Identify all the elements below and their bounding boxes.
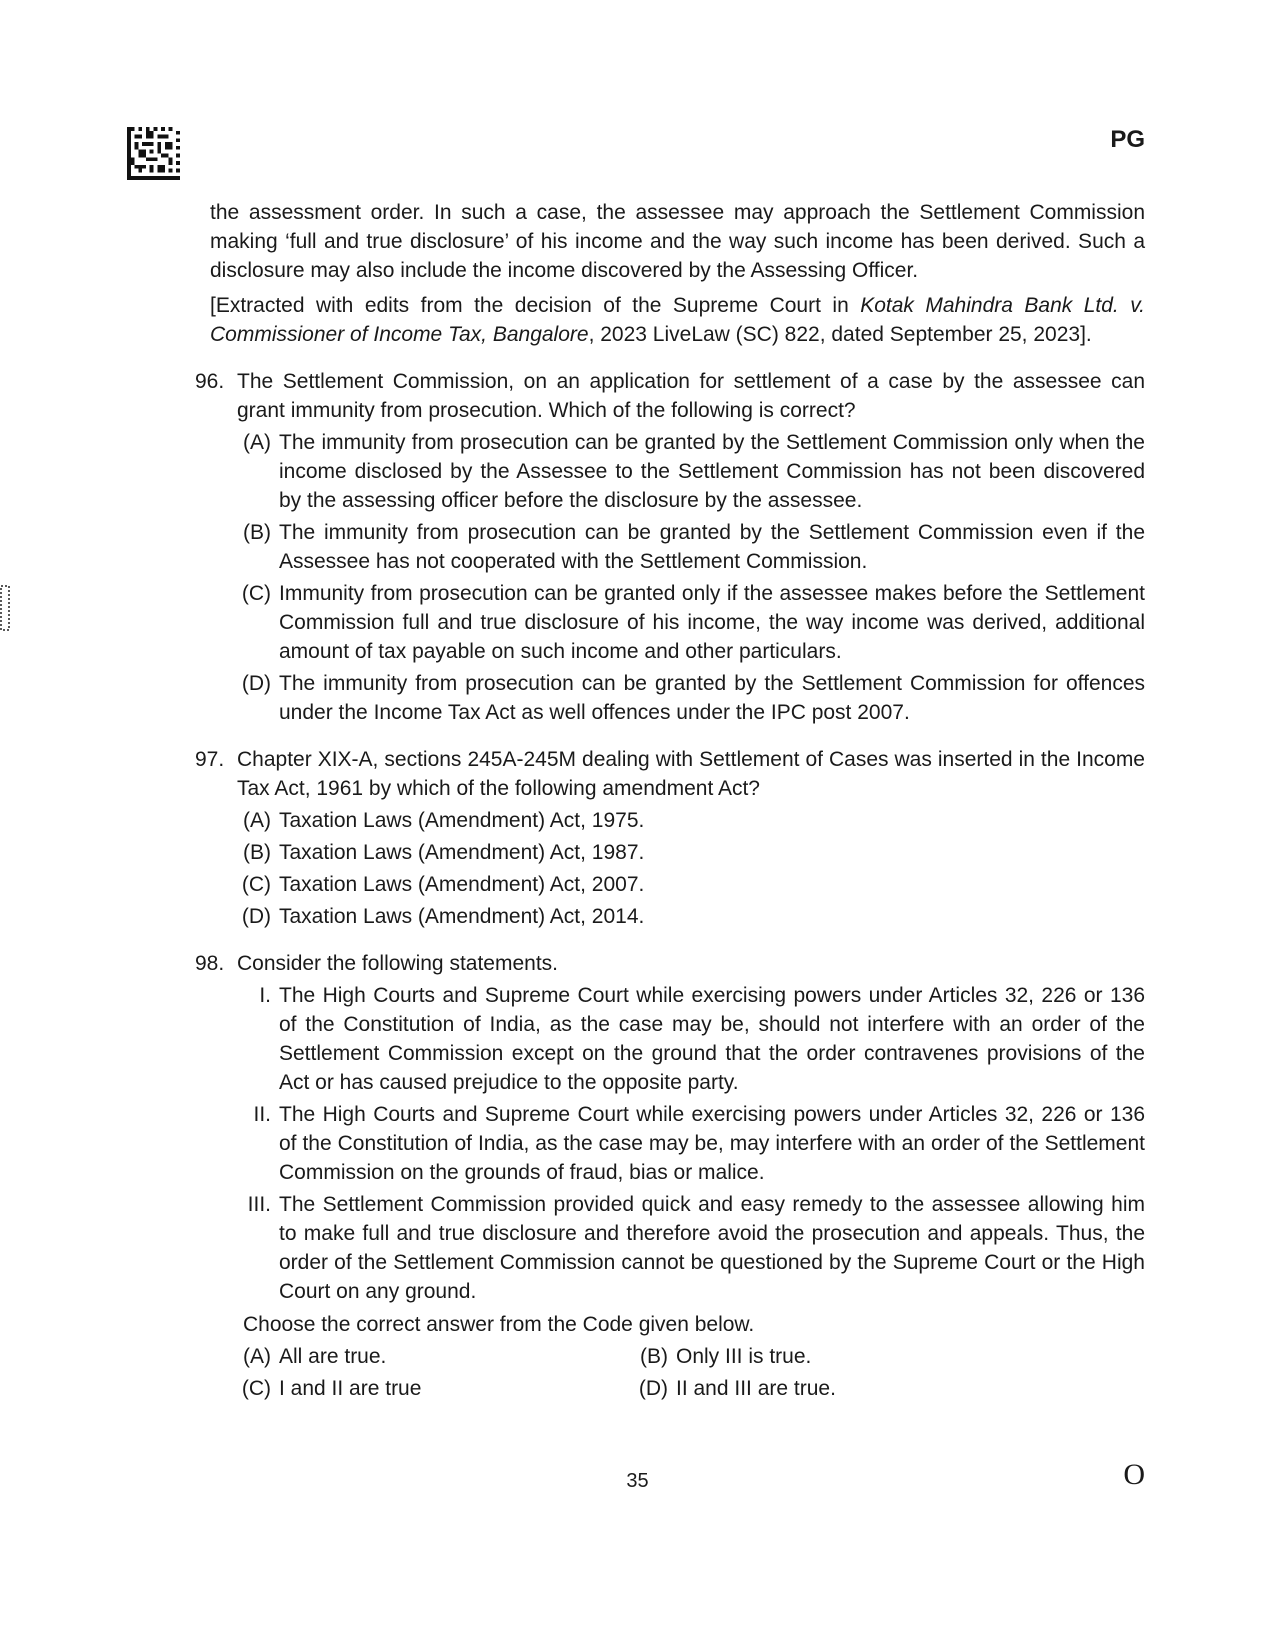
- citation-suffix: , 2023 LiveLaw (SC) 822, dated September 25, 2023].: [588, 323, 1092, 346]
- qr-code-icon: [127, 127, 180, 180]
- question-96: [195, 367, 1145, 727]
- option-text: Taxation Laws (Amendment) Act, 2007.: [279, 873, 645, 896]
- series-mark: O: [1123, 1458, 1145, 1491]
- option-label: (B): [640, 1345, 668, 1368]
- option-label: (A): [243, 431, 271, 454]
- passage-citation: [195, 291, 1145, 349]
- option-label: (C): [241, 873, 271, 896]
- edge-marker-icon: [0, 585, 12, 631]
- option-text: II and III are true.: [676, 1377, 836, 1400]
- option-d: [237, 902, 1145, 931]
- question-number: 98.: [195, 952, 225, 975]
- question-number: 97.: [195, 748, 225, 771]
- statement-text: The High Courts and Supreme Court while exercising powers under Articles 32, 226 or 136 of the Constitution of India, as the case may be, may interfere with an order of the Settlement Commission on the grounds of fraud, bias or malice.: [279, 1103, 1145, 1184]
- options-grid: [237, 1339, 1145, 1403]
- statement-text: The High Courts and Supreme Court while exercising powers under Articles 32, 226 or 136 of the Constitution of India, as the case may be, should not interfere with an order of the Settlement Commission except on the ground that the order contravenes provisions of the Act or has caused prejudice to the opposite party.: [279, 984, 1145, 1094]
- page-number: 35: [626, 1470, 649, 1492]
- question-text: Chapter XIX-A, sections 245A-245M dealing with Settlement of Cases was inserted in the Income Tax Act, 1961 by which of the following amendment Act?: [237, 748, 1145, 800]
- question-number: 96.: [195, 370, 225, 393]
- question-98: [195, 949, 1145, 1403]
- option-text: I and II are true: [279, 1377, 422, 1400]
- option-text: Taxation Laws (Amendment) Act, 2014.: [279, 905, 645, 928]
- series-code: PG: [1110, 126, 1145, 153]
- question-97: [195, 745, 1145, 931]
- citation-case-name: Kotak Mahindra Bank Ltd. v. Commissioner of Income Tax, Bangalore: [210, 294, 1145, 346]
- option-label: (D): [638, 1377, 668, 1400]
- passage-paragraph: the assessment order. In such a case, the assessee may approach the Settlement Commission making ‘full and true disclosure’ of his income and the way such income has been derived. Such a disclosure may also include the income discovered by the Assessing Officer.: [210, 201, 1145, 282]
- option-label: (B): [243, 521, 271, 544]
- option-label: (D): [241, 905, 271, 928]
- option-text: Immunity from prosecution can be granted only if the assessee makes before the Settlement Commission full and true disclosure of his income, the way income was derived, additional amount of tax payable on such income and other particulars.: [279, 582, 1145, 663]
- option-label: (D): [241, 672, 271, 695]
- option-label: (C): [241, 1377, 271, 1400]
- option-a: [237, 428, 1145, 515]
- option-b: [634, 1342, 1034, 1371]
- statement-label: I.: [259, 984, 271, 1007]
- option-text: All are true.: [279, 1345, 387, 1368]
- option-text: The immunity from prosecution can be granted by the Settlement Commission for offences under the Income Tax Act as well offences under the IPC post 2007.: [279, 672, 1145, 724]
- citation-prefix: [Extracted with edits from the decision of the Supreme Court in: [210, 294, 861, 317]
- option-label: (B): [243, 841, 271, 864]
- statement-ii: [237, 1100, 1145, 1187]
- option-text: The immunity from prosecution can be granted by the Settlement Commission only when the income disclosed by the Assessee to the Settlement Commission has not been discovered by the assessing officer before the disclosure by the assessee.: [279, 431, 1145, 512]
- statement-iii: [237, 1190, 1145, 1306]
- answer-instruction: Choose the correct answer from the Code given below.: [243, 1313, 755, 1336]
- statement-text: The Settlement Commission provided quick and easy remedy to the assessee allowing him to make full and true disclosure and therefore avoid the prosecution and appeals. Thus, the order of the Settlement Commission cannot be questioned by the Supreme Court or the High Court on any ground.: [279, 1193, 1145, 1303]
- statement-i: [237, 981, 1145, 1097]
- option-d: [237, 669, 1145, 727]
- option-label: (A): [243, 809, 271, 832]
- options-list: [237, 428, 1145, 727]
- option-c: [237, 1374, 634, 1403]
- option-b: [237, 518, 1145, 576]
- option-text: The immunity from prosecution can be granted by the Settlement Commission even if the Assessee has not cooperated with the Settlement Commission.: [279, 521, 1145, 573]
- option-c: [237, 579, 1145, 666]
- option-a: [237, 806, 1145, 835]
- option-a: [237, 1342, 634, 1371]
- option-d: [634, 1374, 1034, 1403]
- statements-list: [237, 981, 1145, 1306]
- option-label: (A): [243, 1345, 271, 1368]
- option-c: [237, 870, 1145, 899]
- option-text: Only III is true.: [676, 1345, 812, 1368]
- statement-label: II.: [253, 1103, 271, 1126]
- option-b: [237, 838, 1145, 867]
- option-label: (C): [241, 582, 271, 605]
- question-text: Consider the following statements.: [237, 952, 558, 975]
- option-text: Taxation Laws (Amendment) Act, 1987.: [279, 841, 645, 864]
- options-list: [237, 806, 1145, 931]
- main-content: [195, 198, 1145, 1403]
- option-text: Taxation Laws (Amendment) Act, 1975.: [279, 809, 645, 832]
- statement-label: III.: [247, 1193, 271, 1216]
- question-text: The Settlement Commission, on an application for settlement of a case by the assessee can grant immunity from prosecution. Which of the following is correct?: [237, 370, 1145, 422]
